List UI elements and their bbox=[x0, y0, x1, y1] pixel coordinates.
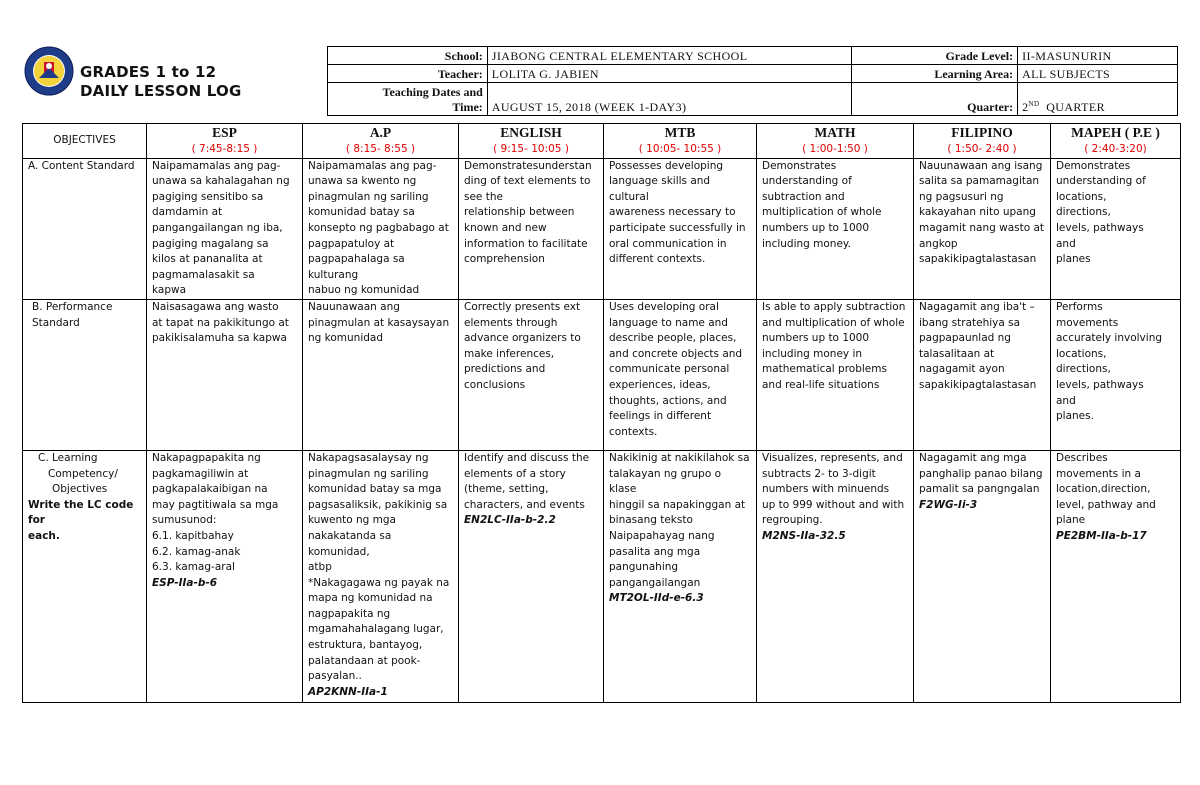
school-label: School: bbox=[328, 47, 488, 65]
lc-code-ap: AP2KNN-IIa-1 bbox=[308, 685, 388, 698]
row-label-performance-standard: B. Performance Standard bbox=[23, 299, 147, 450]
performance-standard-english: Correctly presents ext elements through advance organizers to make inferences, predictions and conclusions bbox=[459, 299, 604, 450]
subject-header-english: ENGLISH bbox=[459, 124, 604, 143]
quarter-word: QUARTER bbox=[1046, 100, 1105, 114]
lc-label-line-2: Competency/ bbox=[48, 467, 118, 480]
time-slot-english: ( 9:15- 10:05 ) bbox=[459, 142, 604, 158]
performance-standard-filipino: Nagagamit ang iba't – ibang stratehiya sa pagpapaunlad ng talasalitaan at nagagamit ayon sapakikipagtalastasan bbox=[914, 299, 1051, 450]
content-standard-mapeh: Demonstrates understanding of locations, directions, levels, pathways and planes bbox=[1051, 158, 1181, 299]
content-standard-english: Demonstratesunderstan ding of text elements to see the relationship between known and new information to facilitate comprehension bbox=[459, 158, 604, 299]
objectives-header: OBJECTIVES bbox=[23, 124, 147, 159]
time-slot-filipino: ( 1:50- 2:40 ) bbox=[914, 142, 1051, 158]
learning-competency-math bbox=[757, 450, 914, 702]
content-standard-esp: Naipamamalas ang pag- unawa sa kahalagahan ng pagiging sensitibo sa damdamin at pangangailangan ng iba, pagiging magalang sa kilos at pananalita at pagmamalasakit sa kapwa bbox=[147, 158, 303, 299]
lc-code-mapeh: PE2BM-IIa-b-17 bbox=[1056, 529, 1147, 542]
header-info-table bbox=[327, 46, 1178, 116]
content-standard-filipino: Nauunawaan ang isang salita sa pamamagitan ng pagsusuri ng kakayahan nito upang magamit nang wasto at angkop sapakikipagtalastasan bbox=[914, 158, 1051, 299]
lc-text-ap: Nakapagsasalaysay ng pinagmulan ng sariling komunidad batay sa mga pagsasaliksik, pakikinig sa kuwento ng mga nakakatanda sa komunidad, atbp *Nakagagawa ng payak na mapa ng komunidad na nagpapakita ng mgamahahalagang lugar, estruktura, bantayog, palatandaan at pook- pasyalan.. bbox=[308, 451, 450, 683]
lc-label-line-4: Write the LC code for bbox=[28, 498, 134, 527]
learning-competency-esp bbox=[147, 450, 303, 702]
time-slot-mapeh: ( 2:40-3:20) bbox=[1051, 142, 1181, 158]
grade-level-value: II-MASUNURIN bbox=[1018, 47, 1178, 65]
content-standard-math: Demonstrates understanding of subtraction and multiplication of whole numbers up to 1000 including money. bbox=[757, 158, 914, 299]
content-standard-row bbox=[23, 158, 1181, 299]
lc-label-line-1: C. Learning bbox=[38, 451, 98, 464]
teaching-dates-value: AUGUST 15, 2018 (WEEK 1-DAY3) bbox=[487, 83, 852, 116]
learning-area-value: ALL SUBJECTS bbox=[1018, 65, 1178, 83]
lc-label-line-3: Objectives bbox=[52, 483, 108, 496]
learning-competency-mapeh bbox=[1051, 450, 1181, 702]
subject-header-mapeh: MAPEH ( P.E ) bbox=[1051, 124, 1181, 143]
teaching-dates-label-line2: Time: bbox=[452, 100, 483, 114]
lc-text-esp: Nakapagpapakita ng pagkamagiliwin at pagkapalakaibigan na may pagtitiwala sa mga sumusunod: 6.1. kapitbahay 6.2. kamag-anak 6.3. kamag-aral bbox=[152, 451, 279, 574]
subject-header-filipino: FILIPINO bbox=[914, 124, 1051, 143]
row-label-learning-competency bbox=[23, 450, 147, 702]
learning-competency-filipino bbox=[914, 450, 1051, 702]
lc-text-math: Visualizes, represents, and subtracts 2- to 3-digit numbers with minuends up to 999 without and with regrouping. bbox=[762, 451, 905, 527]
performance-standard-math: Is able to apply subtraction and multiplication of whole numbers up to 1000 including money in mathematical problems and real-life situations bbox=[757, 299, 914, 450]
lesson-log-table bbox=[22, 123, 1181, 703]
lc-text-filipino: Nagagamit ang mga panghalip panao bilang pamalit sa pangngalan bbox=[919, 451, 1043, 496]
performance-standard-mapeh: Performs movements accurately involving locations, directions, levels, pathways and planes. bbox=[1051, 299, 1181, 450]
subject-header-esp: ESP bbox=[147, 124, 303, 143]
title-line-1: GRADES 1 to 12 bbox=[80, 63, 217, 81]
quarter-number: 2 bbox=[1022, 100, 1029, 114]
title-line-2: DAILY LESSON LOG bbox=[80, 82, 242, 100]
lc-text-mtb: Nakikinig at nakikilahok sa talakayan ng grupo o klase hinggil sa napakinggan at binasang teksto Naipapahayag nang pasalita ang mga pangunahing pangangailangan bbox=[609, 451, 750, 589]
time-slot-ap: ( 8:15- 8:55 ) bbox=[303, 142, 459, 158]
lc-code-esp: ESP-IIa-b-6 bbox=[152, 576, 218, 589]
row-label-content-standard: A. Content Standard bbox=[23, 158, 147, 299]
lc-code-mtb: MT2OL-IId-e-6.3 bbox=[609, 592, 704, 605]
learning-competency-row bbox=[23, 450, 1181, 702]
teacher-value: LOLITA G. JABIEN bbox=[487, 65, 852, 83]
quarter-label: Quarter: bbox=[852, 83, 1018, 116]
document-title bbox=[80, 63, 242, 101]
subject-header-ap: A.P bbox=[303, 124, 459, 143]
content-standard-mtb: Possesses developing language skills and cultural awareness necessary to participate successfully in oral communication in different contexts. bbox=[604, 158, 757, 299]
lc-code-english: EN2LC-IIa-b-2.2 bbox=[464, 514, 556, 527]
performance-standard-row bbox=[23, 299, 1181, 450]
learning-competency-ap bbox=[303, 450, 459, 702]
teacher-label: Teacher: bbox=[328, 65, 488, 83]
lc-label-line-5: each. bbox=[28, 529, 60, 542]
time-slot-math: ( 1:00-1:50 ) bbox=[757, 142, 914, 158]
lc-code-math: M2NS-IIa-32.5 bbox=[762, 529, 846, 542]
quarter-suffix: ND bbox=[1028, 100, 1040, 108]
lc-text-mapeh: Describes movements in a location,direction, level, pathway and plane bbox=[1056, 451, 1156, 527]
school-value: JIABONG CENTRAL ELEMENTARY SCHOOL bbox=[487, 47, 852, 65]
content-standard-ap: Naipamamalas ang pag- unawa sa kwento ng pinagmulan ng sariling komunidad batay sa konsepto ng pagbabago at pagpapatuloy at pagpapahalaga sa kulturang nabuo ng komunidad bbox=[303, 158, 459, 299]
subject-header-mtb: MTB bbox=[604, 124, 757, 143]
learning-area-label: Learning Area: bbox=[852, 65, 1018, 83]
performance-standard-ap: Nauunawaan ang pinagmulan at kasaysayan ng komunidad bbox=[303, 299, 459, 450]
performance-standard-esp: Naisasagawa ang wasto at tapat na pakikitungo at pakikisalamuha sa kapwa bbox=[147, 299, 303, 450]
grade-level-label: Grade Level: bbox=[852, 47, 1018, 65]
subject-header-math: MATH bbox=[757, 124, 914, 143]
performance-standard-mtb: Uses developing oral language to name and describe people, places, and concrete objects and communicate personal experiences, ideas, thoughts, actions, and feelings in different contexts. bbox=[604, 299, 757, 450]
learning-competency-mtb bbox=[604, 450, 757, 702]
quarter-value bbox=[1018, 83, 1178, 116]
time-slot-mtb: ( 10:05- 10:55 ) bbox=[604, 142, 757, 158]
learning-competency-english bbox=[459, 450, 604, 702]
teaching-dates-label bbox=[328, 83, 488, 116]
lc-text-english: Identify and discuss the elements of a story (theme, setting, characters, and events bbox=[464, 451, 590, 511]
time-slot-esp: ( 7:45-8:15 ) bbox=[147, 142, 303, 158]
lc-code-filipino: F2WG-Ii-3 bbox=[919, 498, 978, 511]
teaching-dates-label-line1: Teaching Dates and bbox=[382, 85, 483, 99]
deped-seal-logo bbox=[24, 46, 74, 96]
